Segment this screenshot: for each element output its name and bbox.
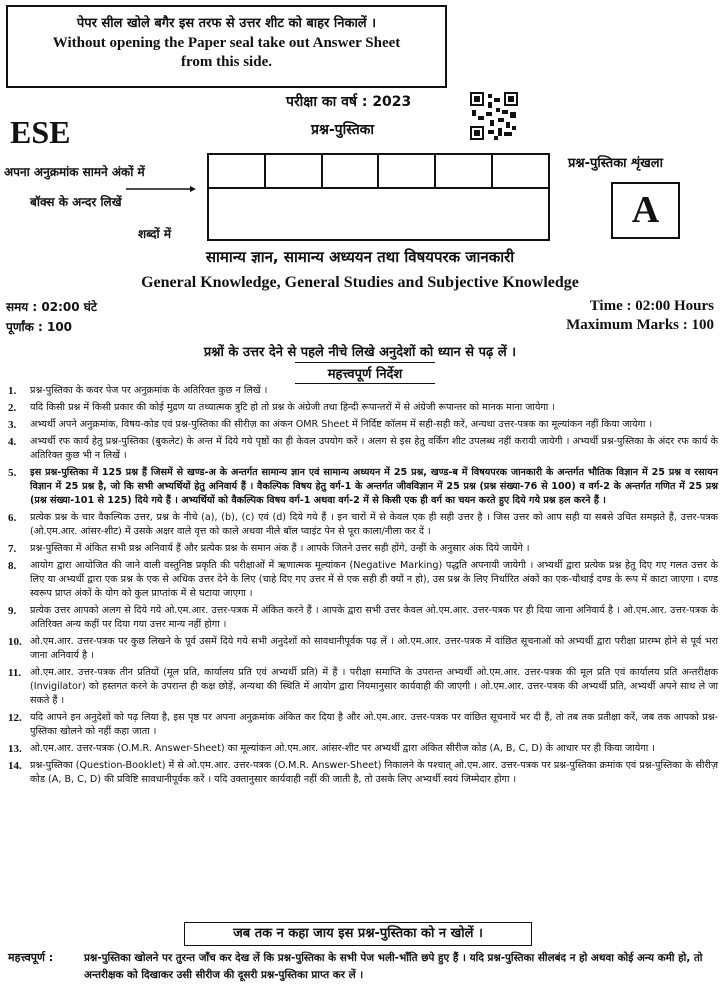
marks-english: Maximum Marks : 100 xyxy=(566,317,714,333)
instruction-item: 10. ओ.एम.आर. उत्तर-पत्रक पर कुछ लिखने के पूर्व उसमें दिये गये सभी अनुदेशों को सावधानीपूर्वक पढ़ लें । ओ.एम.आर. उत्तर-पत्रक में वांछित सूचनाओं को अभ्यर्थी द्वारा परीक्षा प्रारम्भ होने से पूर्व भरा जाना अनिवार्य है । xyxy=(8,636,718,661)
footer-important-text: प्रश्न-पुस्तिका खोलने पर तुरन्त जाँच कर देख लें कि प्रश्न-पुस्तिका के सभी पेज भली-भाँति छपे हुए हैं । यदि प्रश्न-पुस्तिका सीलबंद न हो अथवा कोई अन्य कमी हो, तो अन्तरीक्षक को दिखाकर उसी सीरीज की दूसरी प्रश्न-पुस्तिका प्राप्त कर लें । xyxy=(84,952,703,981)
seal-instruction-box xyxy=(6,5,447,88)
exam-code: ESE xyxy=(10,114,71,150)
arrow-right-icon xyxy=(126,186,196,192)
series-label: प्रश्न-पुस्तिका शृंखला xyxy=(568,156,663,171)
exam-year: परीक्षा का वर्ष : 2023 xyxy=(286,94,412,110)
instruction-item: 2. यदि किसी प्रश्न में किसी प्रकार की कोई मुद्रण या तथ्यात्मक त्रुटि हो तो प्रश्न के अंग्रेजी तथा हिन्दी रूपान्तरों में से अंग्रेजी रूपान्तर को मानक माना जायेगा । xyxy=(8,402,555,414)
roll-digit-box[interactable] xyxy=(266,155,323,187)
roll-instruction-line1: अपना अनुक्रमांक सामने अंकों में xyxy=(4,165,145,179)
roll-digit-box[interactable] xyxy=(493,155,548,187)
roll-number-words-box[interactable] xyxy=(207,189,550,241)
instruction-item: 8. आयोग द्वारा आयोजित की जाने वाली वस्तुनिष्ठ प्रकृति की परीक्षाओं में ऋणात्मक मूल्यांकन (Negative Marking) पद्धति अपनायी जायेगी । अभ्यर्थी द्वारा प्रत्येक प्रश्न हेतु दिए गए गलत उत्तर के लिए या अभ्यर्थी द्वारा एक प्रश्न के एक से अधिक उत्तर देने के लिए (चाहे दिए गए उत्तर में से एक सही ही क्यों न हो), उस प्रश्न के लिए निर्धारित अंकों का एक-चौथाई दण्ड के रूप में काटा जाएगा । दण्ड स्वरूप प्राप्त अंकों के योग को कुल प्राप्तांक में से घटाया जाएगा । xyxy=(8,560,718,599)
instruction-item: 3. अभ्यर्थी अपने अनुक्रमांक, विषय-कोड एवं प्रश्न-पुस्तिका की सीरीज़ का अंकन OMR Sheet में निर्दिष्ट कॉलम में सही-सही करें, अन्यथा उत्तर-पत्रक का मूल्यांकन नहीं किया जायेगा । xyxy=(8,419,653,431)
instruction-item: 7. प्रश्न-पुस्तिका में अंकित सभी प्रश्न अनिवार्य हैं और प्रत्येक प्रश्न के समान अंक हैं । आपके जितने उत्तर सही होंगे, उन्हीं के अनुसार अंक दिये जायेंगे । xyxy=(8,543,530,555)
subject-english: General Knowledge, General Studies and Subjective Knowledge xyxy=(141,274,579,291)
seal-english-line2: from this side. xyxy=(181,54,272,70)
instruction-item: 13. ओ.एम.आर. उत्तर-पत्रक (O.M.R. Answer-Sheet) का मूल्यांकन ओ.एम.आर. आंसर-शीट पर अभ्यर्थी द्वारा अंकित सीरीज कोड (A, B, C, D) के आधार पर ही किया जायेगा । xyxy=(8,743,655,755)
qr-code-icon xyxy=(470,92,518,140)
roll-digit-box[interactable] xyxy=(209,155,266,187)
instruction-item: 12. यदि आपने इन अनुदेशों को पढ़ लिया है, इस पृष्ठ पर अपना अनुक्रमांक अंकित कर दिया है और ओ.एम.आर. उत्तर-पत्रक पर वांछित सूचनायें भर दी हैं, तो तब तक प्रतीक्षा करें, जब तक आपको प्रश्न-पुस्तिका खोलने को नहीं कहा जाता । xyxy=(8,712,718,737)
time-hindi: समय : 02:00 घंटे xyxy=(6,300,97,314)
time-english: Time : 02:00 Hours xyxy=(589,298,714,314)
seal-hindi-text: पेपर सील खोले बगैर इस तरफ से उत्तर शीट को बाहर निकालें । xyxy=(76,16,377,31)
seal-english-line1: Without opening the Paper seal take out Answer Sheet xyxy=(52,35,401,51)
instruction-item: 4. अभ्यर्थी रफ कार्य हेतु प्रश्न-पुस्तिका (बुकलेट) के अन्त में दिये गये पृष्ठों का ही केवल उपयोग करें । अलग से इस हेतु वर्किंग शीट उपलब्ध नहीं करायी जायेगी । अभ्यर्थी प्रश्न-पुस्तिका के अंदर रफ कार्य के अतिरिक्त कुछ भी न लिखें । xyxy=(8,436,718,461)
subject-hindi: सामान्य ज्ञान, सामान्य अध्ययन तथा विषयपरक जानकारी xyxy=(205,248,515,266)
instruction-item: 6. प्रत्येक प्रश्न के चार वैकल्पिक उत्तर, प्रश्न के नीचे (a), (b), (c) एवं (d) दिये गये हैं । इन चारों में से केवल एक ही सही उत्तर है । जिस उत्तर को आप सही या सबसे उचित समझते हैं, उत्तर-पत्रक (ओ.एम.आर. आंसर-शीट) में उसके अक्षर वाले वृत्त को काले अथवा नीले बॉल प्वाइंट पेन से पूरा काला/नीला कर दें । xyxy=(8,512,718,537)
roll-digit-box[interactable] xyxy=(379,155,436,187)
instruction-item: 11. ओ.एम.आर. उत्तर-पत्रक तीन प्रतियों (मूल प्रति, कार्यालय प्रति एवं अभ्यर्थी प्रति) में हैं । परीक्षा समाप्ति के उपरान्त अभ्यर्थी ओ.एम.आर. उत्तर-पत्रक की मूल प्रति एवं कार्यालय प्रति अन्तरीक्षक (Invigilator) को हस्तगत करने के उपरान्त ही कक्ष छोड़ें, अन्यथा की स्थिति में आयोग द्वारा नियमानुसार कार्यवाही की जाएगी । ओ.एम.आर. उत्तर-पत्रक की अभ्यर्थी प्रति, अभ्यर्थी अपने साथ ले जा सकते हैं । xyxy=(8,667,718,706)
important-instructions-title: महत्त्वपूर्ण निर्देश xyxy=(295,362,435,384)
marks-hindi: पूर्णांक : 100 xyxy=(6,320,73,334)
roll-instruction-line2: बॉक्स के अन्दर लिखें xyxy=(30,195,122,209)
instruction-item: 9. प्रत्येक उत्तर आपको अलग से दिये गये ओ.एम.आर. उत्तर-पत्रक में अंकित करने हैं । आपके द्वारा सभी उत्तर केवल ओ.एम.आर. उत्तर-पत्रक पर ही दिया जाना अनिवार्य है । ओ.एम.आर. उत्तर-पत्रक के अतिरिक्त अन्य कहीं पर दिया गया उत्तर मान्य नहीं होगा । xyxy=(8,605,718,630)
roll-number-digit-boxes[interactable] xyxy=(207,153,550,189)
instruction-item: 14. प्रश्न-पुस्तिका (Question-Booklet) में से ओ.एम.आर. उत्तर-पत्रक (O.M.R. Answer-Sheet) निकालने के पश्चात् ओ.एम.आर. उत्तर-पत्रक पर प्रश्न-पुस्तिका क्रमांक एवं प्रश्न-पुस्तिका के सीरीज़ कोड (A, B, C, D) की प्रविष्टि सावधानीपूर्वक करें । यदि उक्तानुसार कार्यवाही नहीं की जाती है, तो उसके लिए अभ्यर्थी स्वयं जिम्मेदार होगा । xyxy=(8,760,718,785)
read-instructions-note: प्रश्नों के उत्तर देने से पहले नीचे लिखे अनुदेशों को ध्यान से पढ़ लें । xyxy=(203,345,517,360)
do-not-open-notice: जब तक न कहा जाय इस प्रश्न-पुस्तिका को न खोलें । xyxy=(184,922,532,946)
booklet-title: प्रश्न-पुस्तिका xyxy=(311,122,375,138)
roll-words-label: शब्दों में xyxy=(138,227,171,241)
roll-digit-box[interactable] xyxy=(436,155,493,187)
instruction-item: 1. प्रश्न-पुस्तिका के कवर पेज पर अनुक्रमांक के अतिरिक्त कुछ न लिखें । xyxy=(8,385,268,397)
footer-important-label: महत्त्वपूर्ण : xyxy=(8,951,54,964)
series-value: A xyxy=(611,182,680,239)
roll-digit-box[interactable] xyxy=(323,155,380,187)
instruction-list xyxy=(8,384,718,790)
instruction-item: 5. इस प्रश्न-पुस्तिका में 125 प्रश्न हैं जिसमें से खण्ड-अ के अन्तर्गत सामान्य ज्ञान एवं सामान्य अध्ययन में 25 प्रश्न, खण्ड-ब में विषयपरक जानकारी के अन्तर्गत भौतिक विज्ञान में 25 प्रश्न व रसायन विज्ञान में 25 प्रश्न है, जो कि सभी अभ्यर्थियों हेतु अनिवार्य हैं । वैकल्पिक विषय हेतु वर्ग-1 के अन्तर्गत जीवविज्ञान में 25 प्रश्न (प्रश्न संख्या-76 से 100) व वर्ग-2 के अन्तर्गत गणित में 25 प्रश्न (प्रश्न संख्या-101 से 125) दिये गये हैं । अभ्यर्थियों को वैकल्पिक विषय वर्ग-1 अथवा वर्ग-2 में से किसी एक ही वर्ग का चयन करते हुए दिये गये प्रश्न हल करने हैं । xyxy=(8,467,718,506)
